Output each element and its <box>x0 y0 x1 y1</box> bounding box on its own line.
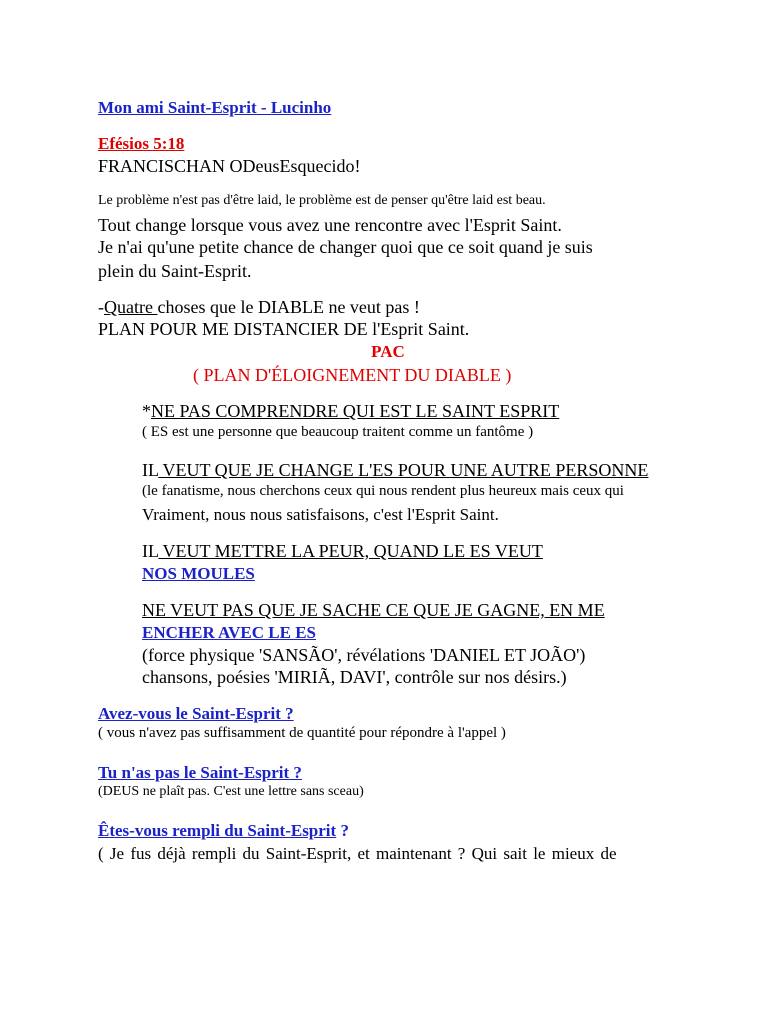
item-1: *NE PAS COMPRENDRE QUI EST LE SAINT ESPRIT <box>142 401 560 421</box>
question-1-note: ( vous n'avez pas suffisamment de quantité pour répondre à l'appel ) <box>98 725 506 741</box>
pac-subheading: ( PLAN D'ÉLOIGNEMENT DU DIABLE ) <box>193 365 512 385</box>
paragraph-2-line-1: Je n'ai qu'une petite chance de changer quoi que ce soit quand je suis <box>98 237 593 257</box>
author-line: FRANCISCHAN ODeusEsquecido! <box>98 156 361 176</box>
question-2-note: (DEUS ne plaît pas. C'est une lettre sans sceau) <box>98 784 364 799</box>
item-3: IL VEUT METTRE LA PEUR, QUAND LE ES VEUT <box>142 541 543 561</box>
question-1-link[interactable]: Avez-vous le Saint-Esprit ? <box>98 704 294 723</box>
item-4-link[interactable]: ENCHER AVEC LE ES <box>142 623 316 642</box>
item-4: NE VEUT PAS QUE JE SACHE CE QUE JE GAGNE, EN ME <box>142 600 605 620</box>
item-2: IL VEUT QUE JE CHANGE L'ES POUR UNE AUTRE PERSONNE <box>142 460 649 480</box>
pac-heading: PAC <box>371 342 405 361</box>
item-4-note-1: (force physique 'SANSÃO', révélations 'DANIEL ET JOÃO') <box>142 645 586 665</box>
plan-line: PLAN POUR ME DISTANCIER DE l'Esprit Saint. <box>98 319 470 339</box>
item-3-link[interactable]: NOS MOULES <box>142 564 255 583</box>
item-2-note-2: Vraiment, nous nous satisfaisons, c'est l'Esprit Saint. <box>142 505 499 524</box>
item-1-note: ( ES est une personne que beaucoup traitent comme un fantôme ) <box>142 424 534 440</box>
item-4-note-2: chansons, poésies 'MIRIÃ, DAVI', contrôle sur nos désirs.) <box>142 667 567 687</box>
question-3-link[interactable]: Êtes-vous rempli du Saint-Esprit ? <box>98 821 349 840</box>
four-things-line: -Quatre choses que le DIABLE ne veut pas ! <box>98 297 420 317</box>
document-title[interactable]: Mon ami Saint-Esprit - Lucinho <box>98 98 332 117</box>
bible-reference[interactable]: Efésios 5:18 <box>98 134 185 153</box>
paragraph-1: Tout change lorsque vous avez une rencontre avec l'Esprit Saint. <box>98 215 562 235</box>
question-2-link[interactable]: Tu n'as pas le Saint-Esprit ? <box>98 763 302 782</box>
item-2-note: (le fanatisme, nous cherchons ceux qui nous rendent plus heureux mais ceux qui <box>142 483 624 499</box>
paragraph-2-line-2: plein du Saint-Esprit. <box>98 261 252 281</box>
question-3-note: ( Je fus déjà rempli du Saint-Esprit, et maintenant ? Qui sait le mieux de <box>98 844 617 863</box>
quote-text: Le problème n'est pas d'être laid, le problème est de penser qu'être laid est beau. <box>98 193 546 208</box>
